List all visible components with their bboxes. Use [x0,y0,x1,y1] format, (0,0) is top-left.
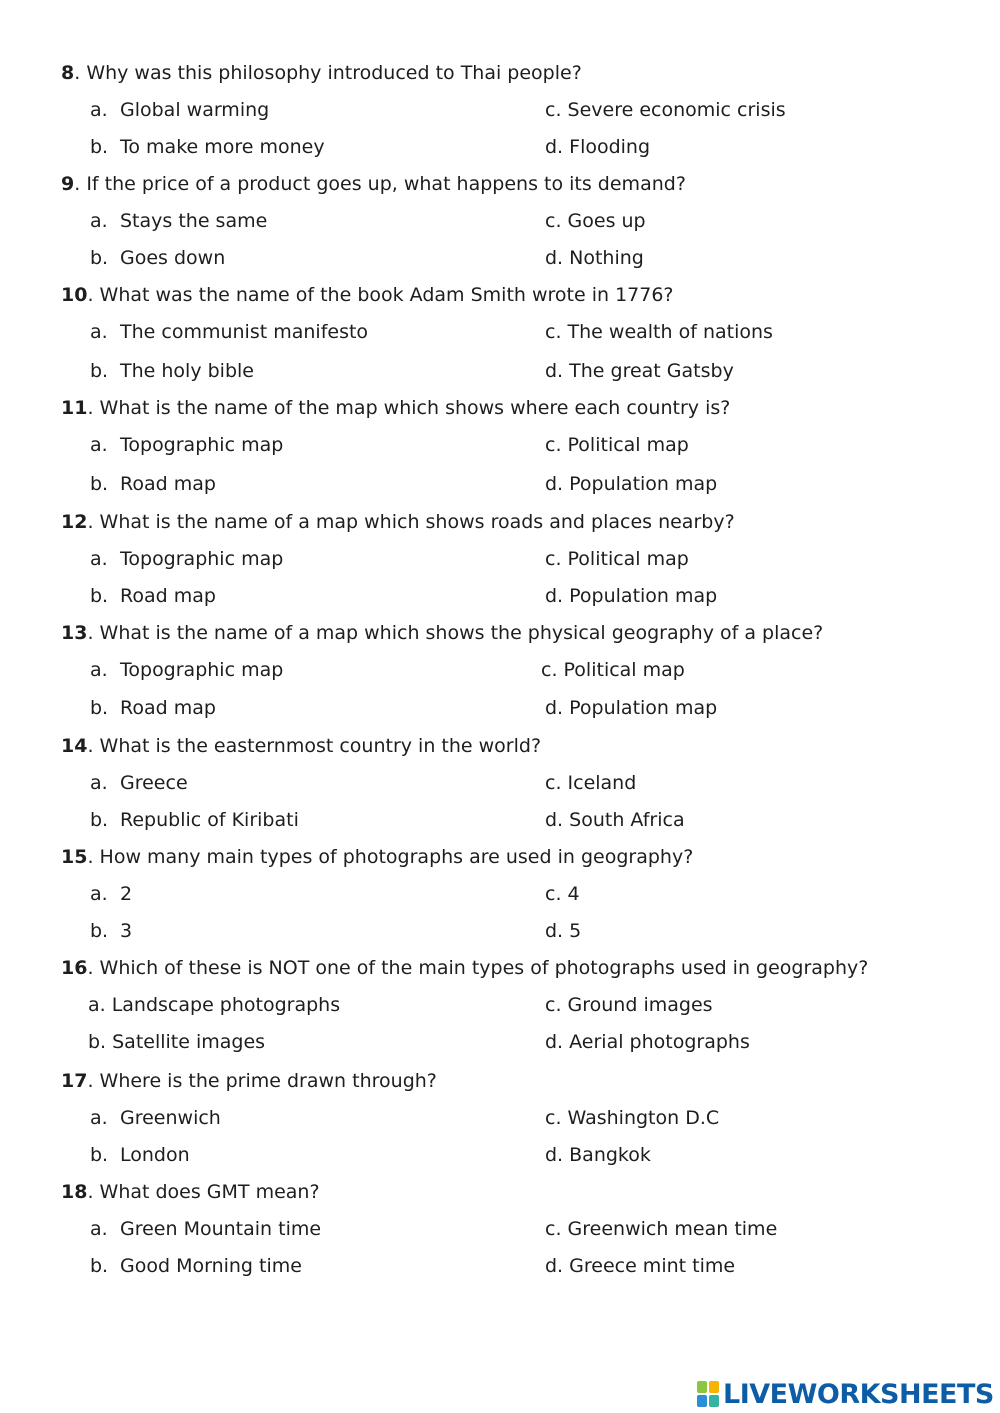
option-d[interactable]: d. Greece mint time [545,1255,736,1277]
option-b[interactable]: b. Republic of Kiribati [90,809,299,831]
question-text: . What is the name of the map which shows where each country is? [87,397,731,419]
option-b[interactable]: b. 3 [90,920,133,942]
option-c[interactable]: c. Severe economic crisis [545,99,786,121]
logo-text: LIVEWORKSHEETS [723,1378,994,1410]
question-8 [61,61,582,85]
question-text: . What is the name of a map which shows the physical geography of a place? [87,622,824,644]
question-number: 18 [61,1181,88,1203]
option-d[interactable]: d. Aerial photographs [545,1031,750,1053]
question-number: 15 [61,846,88,868]
question-number: 13 [61,622,88,644]
option-d[interactable]: d. 5 [545,920,582,942]
liveworksheets-logo-icon [697,1381,719,1407]
option-a[interactable]: a. Topographic map [90,659,284,681]
option-d[interactable]: d. Flooding [545,136,651,158]
question-17 [61,1069,437,1093]
question-text: . What is the name of a map which shows roads and places nearby? [87,511,735,533]
option-b[interactable]: b. Road map [90,585,216,607]
option-a[interactable]: a. Landscape photographs [88,994,341,1016]
question-9 [61,172,686,196]
option-a[interactable]: a. Topographic map [90,434,284,456]
option-a[interactable]: a. 2 [90,883,133,905]
option-b[interactable]: b. The holy bible [90,360,254,382]
question-number: 17 [61,1070,88,1092]
question-text: . If the price of a product goes up, what happens to its demand? [74,173,686,195]
question-18 [61,1180,320,1204]
option-a[interactable]: a. Green Mountain time [90,1218,322,1240]
option-a[interactable]: a. Global warming [90,99,270,121]
option-b[interactable]: b. Good Morning time [90,1255,302,1277]
question-11 [61,396,730,420]
liveworksheets-logo [697,1377,994,1411]
option-d[interactable]: d. Population map [545,697,718,719]
question-15 [61,845,693,869]
option-c[interactable]: c. Ground images [545,994,713,1016]
option-c[interactable]: c. Political map [545,548,689,570]
question-14 [61,734,541,758]
option-d[interactable]: d. Population map [545,473,718,495]
option-a[interactable]: a. Topographic map [90,548,284,570]
question-text: . Why was this philosophy introduced to Thai people? [74,62,582,84]
option-d[interactable]: d. Nothing [545,247,644,269]
option-c[interactable]: c. Political map [541,659,685,681]
question-13 [61,621,823,645]
option-d[interactable]: d. Population map [545,585,718,607]
option-a[interactable]: a. Greenwich [90,1107,221,1129]
question-text: . What is the easternmost country in the world? [87,735,542,757]
option-c[interactable]: c. Political map [545,434,689,456]
question-12 [61,510,735,534]
option-b[interactable]: b. Goes down [90,247,226,269]
option-c[interactable]: c. Goes up [545,210,646,232]
question-number: 10 [61,284,88,306]
option-d[interactable]: d. South Africa [545,809,685,831]
option-b[interactable]: b. Road map [90,473,216,495]
question-text: . Which of these is NOT one of the main types of photographs used in geography? [87,957,869,979]
option-b[interactable]: b. Satellite images [88,1031,266,1053]
question-number: 11 [61,397,88,419]
question-number: 8 [61,62,75,84]
question-number: 9 [61,173,75,195]
question-number: 14 [61,735,88,757]
option-b[interactable]: b. To make more money [90,136,325,158]
option-a[interactable]: a. Stays the same [90,210,268,232]
option-d[interactable]: d. The great Gatsby [545,360,734,382]
question-text: . Where is the prime drawn through? [87,1070,437,1092]
option-c[interactable]: c. Washington D.C [545,1107,720,1129]
option-c[interactable]: c. 4 [545,883,580,905]
option-d[interactable]: d. Bangkok [545,1144,651,1166]
question-number: 12 [61,511,88,533]
option-a[interactable]: a. Greece [90,772,188,794]
option-c[interactable]: c. Iceland [545,772,637,794]
question-text: . What does GMT mean? [87,1181,320,1203]
option-b[interactable]: b. Road map [90,697,216,719]
question-16 [61,956,868,980]
option-a[interactable]: a. The communist manifesto [90,321,369,343]
option-c[interactable]: c. Greenwich mean time [545,1218,778,1240]
question-text: . How many main types of photographs are used in geography? [87,846,694,868]
option-c[interactable]: c. The wealth of nations [545,321,773,343]
option-b[interactable]: b. London [90,1144,190,1166]
question-text: . What was the name of the book Adam Smith wrote in 1776? [87,284,674,306]
question-number: 16 [61,957,88,979]
question-10 [61,283,674,307]
